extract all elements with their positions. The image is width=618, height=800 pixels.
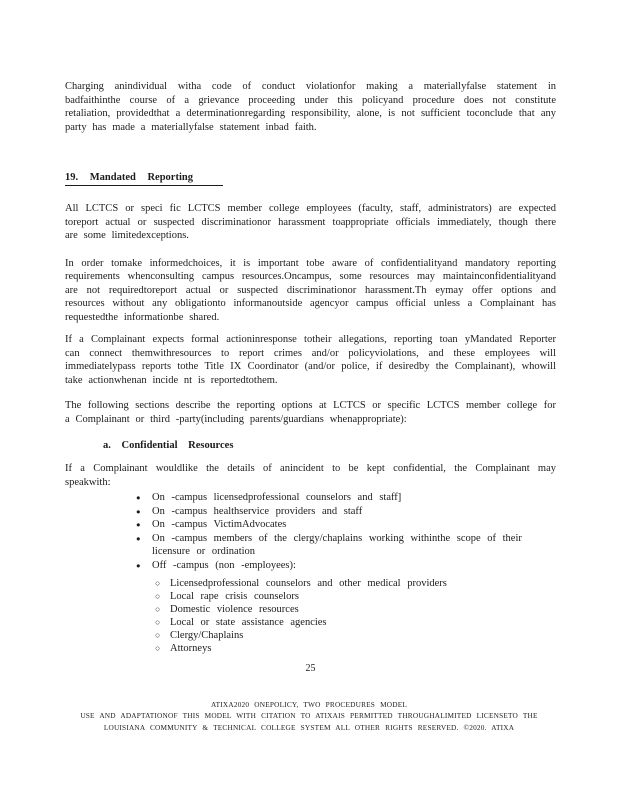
- sub-list-item: [65, 577, 556, 590]
- sub-list-item-text: Domestic violence resources: [170, 604, 299, 615]
- confidential-resources-list: [65, 491, 556, 655]
- sub-list-item: [65, 590, 556, 603]
- sub-list-item: [65, 629, 556, 642]
- sub-list-item-text: Local or state assistance agencies: [170, 617, 327, 628]
- subsection-heading-confidential-resources: a. Confidential Resources: [103, 440, 234, 451]
- bullet-icon: ●: [136, 560, 141, 570]
- list-item: [65, 491, 556, 505]
- sub-list-item: [65, 642, 556, 655]
- circle-bullet-icon: ○: [155, 604, 161, 614]
- paragraph-informed-choices: In order tomake informedchoices, it is important tobe aware of confidentialityand mandatory reporting requirements whenconsulting campus resources.Oncampus, some resources may maintainconfidentialityand are not requiredtoreport actual or suspected discriminationor harassment.Th eymay offer options and resources without any obligationto informanoutside agencyor campus official unless a Complainant has requestedthe informationbe shared.: [65, 257, 556, 323]
- footer-line: LOUISIANA COMMUNITY & TECHNICAL COLLEGE SYSTEM ALL OTHER RIGHTS RESERVED. ©2020. ATIXA: [103, 722, 515, 732]
- sub-list-item: [65, 616, 556, 629]
- sub-list-item: [65, 603, 556, 616]
- list-item: [65, 518, 556, 532]
- list-item-text: On -campus healthservice providers and staff: [152, 505, 363, 517]
- sub-list-item-text: Local rape crisis counselors: [170, 591, 299, 602]
- bullet-icon: ●: [136, 493, 141, 502]
- paragraph-employees-expected: All LCTCS or speci fic LCTCS member college employees (faculty, staff, administrators) are expected toreport actual or suspected discriminationor harassment toappropriate officials immediately, though there are some limitedexceptions.: [65, 203, 556, 241]
- list-item-text: On -campus licensedprofessional counselors and staff]: [152, 492, 402, 503]
- circle-bullet-icon: ○: [155, 643, 161, 653]
- bullet-icon: ●: [136, 506, 141, 516]
- sub-list-item-text: Clergy/Chaplains: [170, 630, 244, 641]
- off-campus-resources-list: [65, 577, 556, 655]
- circle-bullet-icon: ○: [155, 578, 161, 588]
- circle-bullet-icon: ○: [155, 630, 161, 640]
- paragraph-formal-action: If a Complainant expects formal actioninresponse totheir allegations, reporting toan yMandated Reporter can connect themwithresources to report crimes and/or policyviolations, and these employees will immediatelypass reports tothe Title IX Coordinator (and/or police, if desiredby the Complainant), whowill take actionwhenan incide nt is reportedtothem.: [65, 334, 556, 386]
- list-item: [65, 532, 556, 559]
- list-item-text: On -campus members of the clergy/chaplains working withinthe scope of their licensure or ordination: [152, 532, 522, 557]
- paragraph-reporting-options: The following sections describe the reporting options at LCTCS or specific LCTCS member college for a Complainant or third -party(including parents/guardians whenappropriate):: [65, 400, 556, 425]
- list-item-text: On -campus VictimAdvocates: [152, 519, 287, 530]
- sub-list-item-text: Licensedprofessional counselors and other medical providers: [170, 578, 447, 589]
- list-item: [65, 505, 556, 519]
- sub-list-item-text: Attorneys: [170, 643, 212, 654]
- page-footer: [0, 699, 618, 733]
- list-item: [65, 559, 556, 573]
- circle-bullet-icon: ○: [155, 617, 161, 627]
- bullet-icon: ●: [136, 520, 141, 529]
- footer-line: USE AND ADAPTATIONOF THIS MODEL WITH CITATION TO ATIXAIS PERMITTED THROUGHALIMITED LICENSETO THE: [80, 711, 538, 721]
- page-number: 25: [305, 663, 316, 674]
- paragraph-charging-statement: Charging anindividual witha code of conduct violationfor making a materiallyfalse statement in badfaithinthe course of a grievance proceeding under this policyand procedure does not constitute retaliation, providedthat a determinationregarding responsibility, alone, is not sufficient toconclude that any party has made a materiallyfalse statement inbad faith.: [65, 81, 556, 133]
- footer-line: ATIXA2020 ONEPOLICY, TWO PROCEDURES MODEL: [210, 700, 408, 709]
- circle-bullet-icon: ○: [155, 591, 161, 601]
- paragraph-kept-confidential: If a Complainant wouldlike the details of anincident to be kept confidential, the Complainant may speakwith:: [65, 463, 556, 488]
- section-heading-text: 19. Mandated Reporting: [65, 171, 223, 186]
- list-item-text: Off -campus (non -employees):: [152, 559, 296, 571]
- section-heading-mandated-reporting: [65, 171, 556, 186]
- bullet-icon: ●: [136, 533, 141, 543]
